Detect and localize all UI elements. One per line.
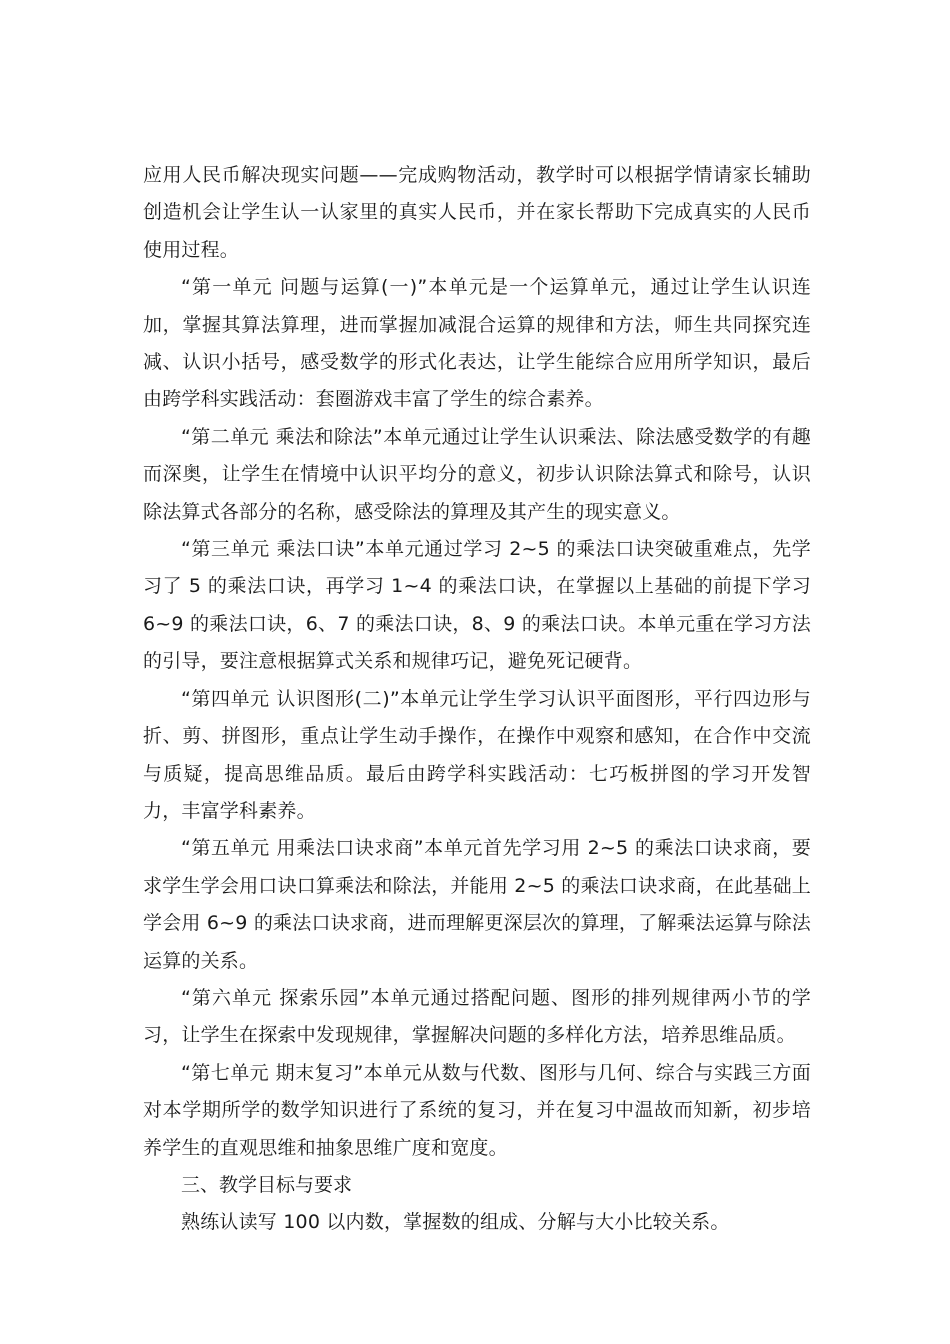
paragraph-objectives: 熟练认读写 100 以内数，掌握数的组成、分解与大小比较关系。 (181, 1211, 730, 1234)
paragraph-unit-5: “第五单元 用乘法口诀求商”本单元首先学习用 2~5 的乘法口诀求商，要求学生学会用口诀口算乘法和除法，并能用 2~5 的乘法口诀求商，在此基础上学会用 6~9 的乘法口诀求商，进而理解更深层次的算理，了解乘法运算与除法运算的关系。 (143, 837, 811, 972)
document-page (143, 157, 811, 1242)
section-heading: 三、教学目标与要求 (181, 1173, 353, 1196)
paragraph-rmb-activity: 应用人民币解决现实问题——完成购物活动，教学时可以根据学情请家长辅助创造机会让学生认一认家里的真实人民币，并在家长帮助下完成真实的人民币使用过程。 (143, 164, 811, 261)
paragraph-unit-6: “第六单元 探索乐园”本单元通过搭配问题、图形的排列规律两小节的学习，让学生在探索中发现规律，掌握解决问题的多样化方法，培养思维品质。 (143, 986, 811, 1047)
paragraph-unit-3: “第三单元 乘法口诀”本单元通过学习 2~5 的乘法口诀突破重难点，先学习了 5 的乘法口诀，再学习 1~4 的乘法口诀，在掌握以上基础的前提下学习 6~9 的乘法口诀，6、7 的乘法口诀，8、9 的乘法口诀。本单元重在学习方法的引导，要注意根据算式关系和规律巧记，避免死记硬背。 (143, 538, 811, 673)
paragraph-unit-7: “第七单元 期末复习”本单元从数与代数、图形与几何、综合与实践三方面对本学期所学的数学知识进行了系统的复习，并在复习中温故而知新，初步培养学生的直观思维和抽象思维广度和宽度。 (143, 1061, 811, 1159)
paragraph-unit-1: “第一单元 问题与运算(一)”本单元是一个运算单元，通过让学生认识连加，掌握其算法算理，进而掌握加减混合运算的规律和方法，师生共同探究连减、认识小括号，感受数学的形式化表达，让学生能综合应用所学知识，最后由跨学科实践活动：套圈游戏丰富了学生的综合素养。 (143, 276, 811, 411)
paragraph-unit-2: “第二单元 乘法和除法”本单元通过让学生认识乘法、除法感受数学的有趣而深奥，让学生在情境中认识平均分的意义，初步认识除法算式和除号，认识除法算式各部分的名称，感受除法的算理及其产生的现实意义。 (143, 425, 811, 523)
paragraph-unit-4: “第四单元 认识图形(二)”本单元让学生学习认识平面图形，平行四边形与折、剪、拼图形，重点让学生动手操作，在操作中观察和感知，在合作中交流与质疑，提高思维品质。最后由跨学科实践活动：七巧板拼图的学习开发智力，丰富学科素养。 (143, 687, 811, 822)
